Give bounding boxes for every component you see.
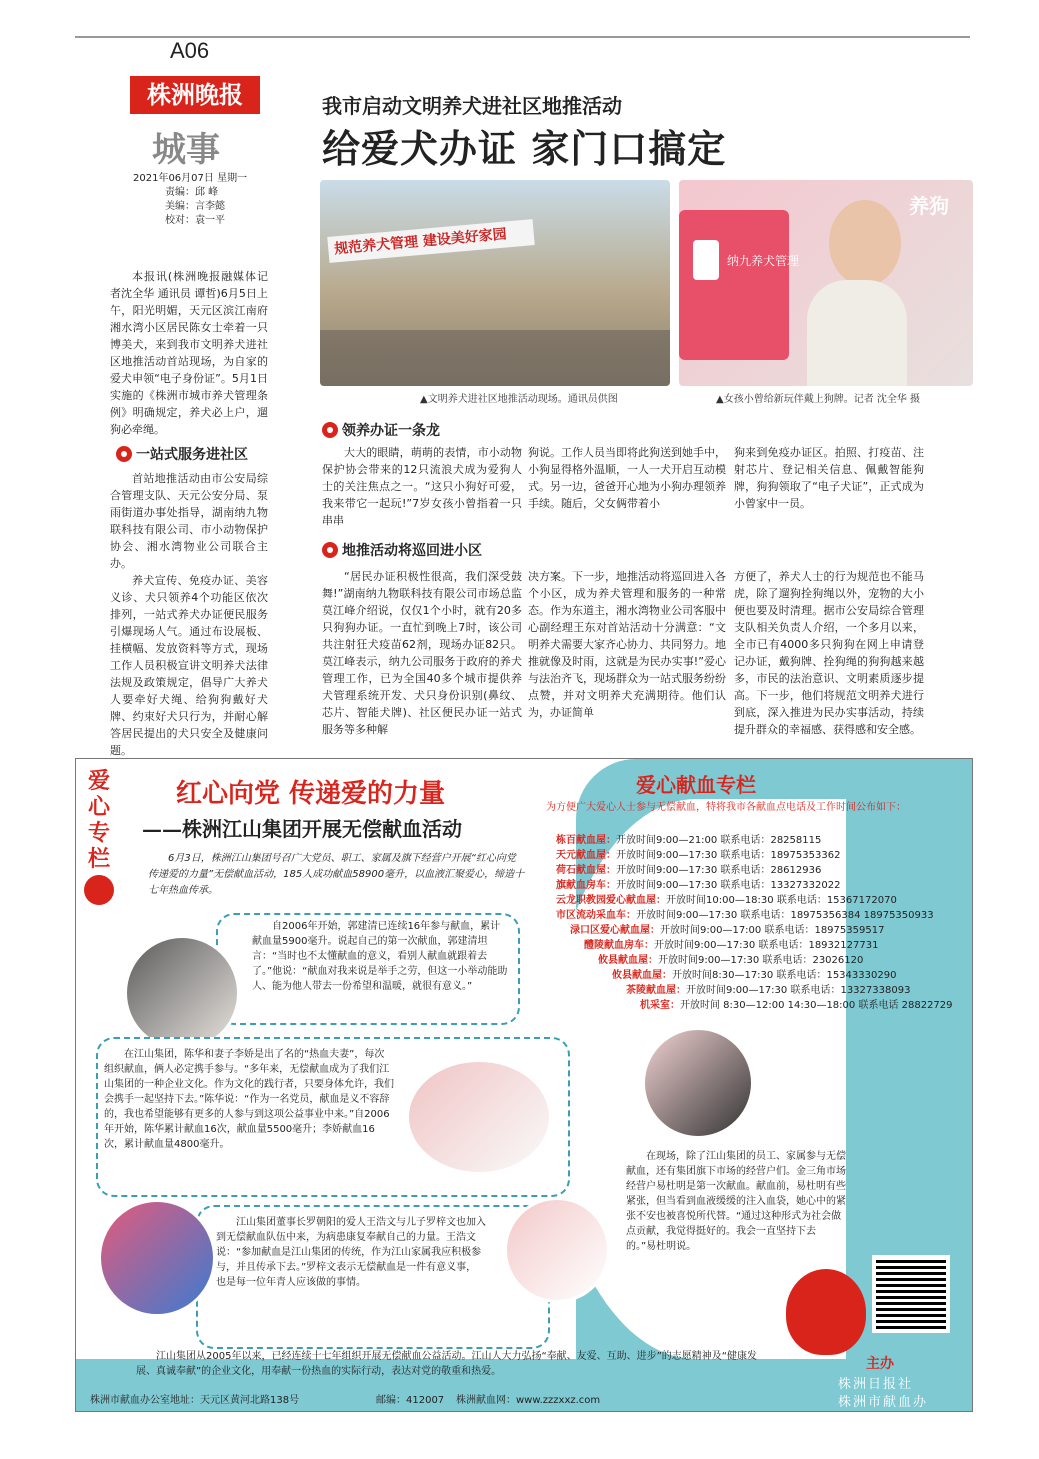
blood-donation-ad bbox=[75, 758, 973, 1412]
station-info: 开放时间8:30—17:30 联系电话：15343330290 bbox=[672, 970, 897, 981]
station-name: 机采室： bbox=[640, 1000, 680, 1011]
sponsor-label: 主办 bbox=[866, 1356, 894, 1372]
photo-left-caption: ▲文明养犬进社区地推活动现场。通讯员供图 bbox=[420, 394, 618, 405]
station-item bbox=[556, 938, 966, 953]
station-info: 开放时间9:00—17:30 联系电话：18975353362 bbox=[616, 850, 841, 861]
section-2-text-1: 大大的眼睛，萌萌的表情，市小动物保护协会带来的12只流浪犬成为爱狗人士的关注焦点之一。“这只小狗好可爱，我来带它一起玩!”7岁女孩小曾指着一只串串 bbox=[322, 446, 522, 527]
station-item bbox=[556, 953, 966, 968]
station-item bbox=[556, 923, 966, 938]
station-name: 茶陵献血屋： bbox=[626, 985, 686, 996]
section-3-text-3: 方便了，养犬人士的行为规范也不能马虎，除了遛狗拴狗绳以外，宠物的大小便也要及时清理。据市公安局综合管理支队相关负责人介绍，一个多月以来，全市已有4000多只狗狗在网上申请登记办证，戴狗牌、拴狗绳的狗狗越来越多，市民的法治意识、文明素质逐步提高。下一步，他们将规范文明养犬进行到底，深入推进为民办实事活动，持续提升群众的幸福感、获得感和安全感。 bbox=[734, 570, 924, 736]
column-intro: 为方便广大爱心人士参与无偿献血，特将我市各献血点电话及工作时间公布如下： bbox=[546, 802, 906, 813]
footer-website: 株洲献血网：www.zzzxxz.com bbox=[456, 1395, 601, 1406]
photo-sign-text: 养狗 bbox=[909, 194, 949, 218]
story-2-text: 在江山集团，陈华和妻子李娇是出了名的“热血夫妻”，每次组织献血，俩人必定携手参与。“多年来，无偿献血成为了我们江山集团的一种企业文化。作为文化的践行者，只要身体允许，我们会携手一起坚持下去。”陈华说：“作为一名党员，献血是义不容辞的，我也希望能够有更多的人参与到这项公益事业中来。”自2006年开始，陈华累计献血16次，献血量5500毫升；李娇献血16次，累计献血量4800毫升。 bbox=[104, 1049, 394, 1150]
photo-guo-jianqing bbox=[124, 935, 240, 1051]
photo-girl-face bbox=[829, 200, 901, 286]
station-name: 天元献血屋： bbox=[556, 850, 616, 861]
station-item bbox=[556, 863, 966, 878]
photo-dog bbox=[807, 280, 907, 386]
story-1-text: 自2006年开始，郭建清已连续16年参与献血，累计献血量5900毫升。说起自己的第一次献血，郭建清坦言：“当时也不太懂献血的意义，看别人献血就跟着去了。”他说：“献血对我来说是举手之劳，但这一小举动能助人、能为他人带去一份希望和温暖，就很有意义。” bbox=[252, 921, 508, 992]
qr-code-icon bbox=[876, 1259, 946, 1329]
station-name: 旗献血房车： bbox=[556, 880, 616, 891]
station-name: 市区流动采血车： bbox=[556, 910, 636, 921]
station-item bbox=[556, 878, 966, 893]
section-3-col-3 bbox=[734, 568, 924, 738]
ad-title: 红心向党 传递爱的力量 bbox=[176, 779, 446, 809]
top-rule bbox=[75, 36, 970, 38]
photo-chen-hua-couple bbox=[406, 1059, 552, 1175]
section-2-col-3 bbox=[734, 444, 924, 512]
edition-info bbox=[133, 172, 247, 228]
bullet-circle-icon bbox=[322, 422, 338, 438]
smile-icon bbox=[84, 875, 114, 905]
photo-luo-ziwen bbox=[504, 1197, 610, 1303]
section-2-col-2 bbox=[528, 444, 726, 512]
photo-pink-board bbox=[679, 210, 789, 360]
footer-zip: 邮编：412007 bbox=[376, 1395, 445, 1406]
station-item bbox=[556, 893, 966, 908]
photo-steps bbox=[320, 330, 670, 386]
article-lead bbox=[110, 268, 268, 438]
section-1-p1: 首站地推活动由市公安局综合管理支队、天元公安分局、泵雨街道办事处指导，湖南纳九物联科技有限公司、市小动物保护协会、湘水湾物业公司联合主办。 bbox=[110, 472, 268, 570]
station-info: 开放时间9:00—17:00 联系电话：18975359517 bbox=[660, 925, 885, 936]
lead-paragraph: 本报讯(株洲晚报融媒体记者沈全华 通讯员 谭哲)6月5日上午，阳光明媚，天元区滨江南府湘水湾小区居民陈女士牵着一只博美犬，来到我市文明养犬进社区地推活动首站现场，为自家的爱犬申领“电子身份证”。5月1日实施的《株洲市城市养犬管理条例》明确规定，养犬必上户，遛狗必牵绳。 bbox=[110, 270, 268, 436]
section-3-col-1 bbox=[322, 568, 522, 738]
sponsor-2: 株洲市献血办 bbox=[838, 1395, 929, 1410]
station-name: 攸县献血屋： bbox=[612, 970, 672, 981]
photo-board-icon bbox=[693, 240, 719, 280]
ad-subtitle: ——株洲江山集团开展无偿献血活动 bbox=[142, 817, 462, 841]
section-heading-1-label: 一站式服务进社区 bbox=[136, 447, 248, 463]
photo-event-site bbox=[320, 180, 670, 386]
section-3-text-1: “居民办证积极性很高，我们深受鼓舞!”湖南纳九物联科技有限公司市场总监莫江峰介绍说，仅仅1个小时，就有20多只狗狗办证。一直忙到晚上7时，该公司共注射狂犬疫苗62剂，现场办证82只。莫江峰表示，纳九公司服务于政府的养犬管理工作，已为全国40多个城市提供养犬管理系统开发、犬只身份识别(鼻纹、芯片、智能犬牌)、社区便民办证一站式服务等多种解 bbox=[322, 570, 522, 736]
side-label: 爱心专栏 bbox=[87, 769, 110, 872]
section-heading-2-label: 领养办证一条龙 bbox=[342, 423, 440, 439]
section-2-text-2: 狗说。工作人员当即将此狗送到她手中，小狗显得格外温顺，一人一犬开启互动模式。另一边，爸爸开心地为小狗办理领养手续。随后，父女俩带着小 bbox=[528, 446, 726, 510]
photo-banner: 规范养犬管理 建设美好家园 bbox=[327, 219, 534, 263]
station-info: 开放时间9:00—17:30 联系电话：28612936 bbox=[616, 865, 822, 876]
photo-right-caption: ▲女孩小曾给新玩伴戴上狗牌。记者 沈全华 摄 bbox=[716, 394, 921, 405]
proofreader: 校对：袁一平 bbox=[165, 215, 225, 226]
ad-intro: 6月3日，株洲江山集团号召广大党员、职工、家属及旗下经营户开展“红心向党 传递爱的力量”无偿献血活动，185人成功献血58900毫升，以血液汇聚爱心，缔造十七年热血传承。 bbox=[148, 853, 525, 896]
station-info: 开放时间 8:30—12:00 14:30—18:00 联系电话 28822729 bbox=[680, 1000, 953, 1011]
station-name: 栋百献血屋： bbox=[556, 835, 616, 846]
section-3-text-2: 决方案。下一步，地推活动将巡回进入各个小区，成为养犬管理和服务的一种常态。作为东道主，湘水湾物业公司客服中心副经理王东对首站活动十分满意：“文明养犬需要大家齐心协力、共同努力。地推就像及时雨，这就是为民办实事!”爱心与法治齐飞，现场群众为一站式服务纷纷点赞，并对文明养犬充满期待。他们认为，办证简单 bbox=[528, 570, 726, 719]
station-item bbox=[556, 908, 966, 923]
column-title: 爱心献血专栏 bbox=[636, 773, 756, 797]
section-heading-3 bbox=[322, 540, 482, 560]
section-2-text-3: 狗来到免疫办证区。拍照、打疫苗、注射芯片、登记相关信息、佩戴智能狗牌，狗狗领取了“电子犬证”，正式成为小曾家中一员。 bbox=[734, 446, 924, 510]
closing-paragraph: 江山集团从2005年以来，已经连续十七年组织开展无偿献血公益活动。江山人大力弘扬“奉献、友爱、互助、进步”的志愿精神及“健康发展、真诚奉献”的企业文化，用奉献一份热血的实际行动，表达对党的敬重和热爱。 bbox=[136, 1351, 757, 1377]
photo-girl-with-dog bbox=[679, 180, 973, 386]
section-heading-1 bbox=[116, 444, 248, 464]
story-4-text: 在现场，除了江山集团的员工、家属参与无偿献血，还有集团旗下市场的经营户们。金三角市场经营户易杜明是第一次献血。献血前，易杜明有些紧张，但当看到血液缓缓的注入血袋，她心中的紧张不安也被喜悦所代替。“通过这种形式为社会做点贡献，我觉得挺好的。我会一直坚持下去的。”易杜明说。 bbox=[626, 1151, 846, 1252]
bullet-circle-icon bbox=[322, 542, 338, 558]
newspaper-logo: 株洲晚报 bbox=[130, 76, 260, 114]
designer: 美编：言李懿 bbox=[165, 201, 225, 212]
blood-drop-mascot-icon bbox=[786, 1269, 866, 1355]
footer-address: 株洲市献血办公室地址：天元区黄河北路138号 bbox=[90, 1395, 300, 1406]
station-item bbox=[556, 998, 966, 1013]
sponsor-1: 株洲日报社 bbox=[838, 1377, 914, 1392]
photo-board-text: 纳九养犬管理 bbox=[727, 254, 800, 268]
section-heading-2 bbox=[322, 420, 440, 440]
station-name: 荷石献血屋： bbox=[556, 865, 616, 876]
page-number: A06 bbox=[170, 38, 210, 63]
section-2-col-1 bbox=[322, 444, 522, 529]
station-info: 开放时间9:00—17:30 联系电话：23026120 bbox=[658, 955, 864, 966]
photo-wang-haowen bbox=[98, 1199, 216, 1317]
station-info: 开放时间9:00—17:30 联系电话：18975356384 18975350933 bbox=[636, 910, 934, 921]
story-3-text: 江山集团董事长罗朝阳的爱人王浩文与儿子罗梓文也加入到无偿献血队伍中来，为病患康复奉献自己的力量。王浩文说：“参加献血是江山集团的传统，作为江山家属我应积极参与，并且传承下去。”罗梓文表示无偿献血是一件有意义事，也是每一位年青人应该做的事情。 bbox=[216, 1217, 486, 1288]
date: 2021年06月07日 星期一 bbox=[133, 173, 248, 184]
station-info: 开放时间9:00—17:30 联系电话：13327338093 bbox=[686, 985, 911, 996]
section-1-body bbox=[110, 470, 268, 759]
photo-yi-duming bbox=[642, 1027, 754, 1139]
headline-kicker: 我市启动文明养犬进社区地推活动 bbox=[322, 94, 622, 118]
station-info: 开放时间10:00—18:30 联系电话：15367172070 bbox=[666, 895, 897, 906]
station-name: 云龙职教园爱心献血屋： bbox=[556, 895, 666, 906]
station-list bbox=[556, 833, 966, 1013]
station-item bbox=[556, 983, 966, 998]
station-info: 开放时间9:00—17:30 联系电话：13327332022 bbox=[616, 880, 841, 891]
section-1-p2: 养犬宣传、免疫办证、美容义诊、犬只领养4个功能区依次排列，一站式养犬办证便民服务引爆现场人气。通过布设展板、挂横幅、发放资料等方式，现场工作人员积极宣讲文明养犬法律法规及政策规定，倡导广大养犬人要牵好犬绳、给狗狗戴好犬牌、约束好犬只行为，并耐心解答居民提出的犬只安全及健康问题。 bbox=[110, 574, 268, 757]
station-name: 攸县献血屋： bbox=[598, 955, 658, 966]
bullet-circle-icon bbox=[116, 446, 132, 462]
station-name: 渌口区爱心献血屋： bbox=[570, 925, 660, 936]
station-info: 开放时间9:00—17:30 联系电话：18932127731 bbox=[654, 940, 879, 951]
station-name: 醴陵献血房车： bbox=[584, 940, 654, 951]
station-item bbox=[556, 848, 966, 863]
headline-title: 给爱犬办证 家门口搞定 bbox=[322, 127, 727, 171]
station-item bbox=[556, 833, 966, 848]
station-info: 开放时间9:00—21:00 联系电话：28258115 bbox=[616, 835, 822, 846]
station-item bbox=[556, 968, 966, 983]
editor: 责编：邱 峰 bbox=[165, 187, 219, 198]
section-3-col-2 bbox=[528, 568, 726, 721]
section-title: 城事 bbox=[152, 130, 220, 170]
section-heading-3-label: 地推活动将巡回进小区 bbox=[342, 543, 482, 559]
